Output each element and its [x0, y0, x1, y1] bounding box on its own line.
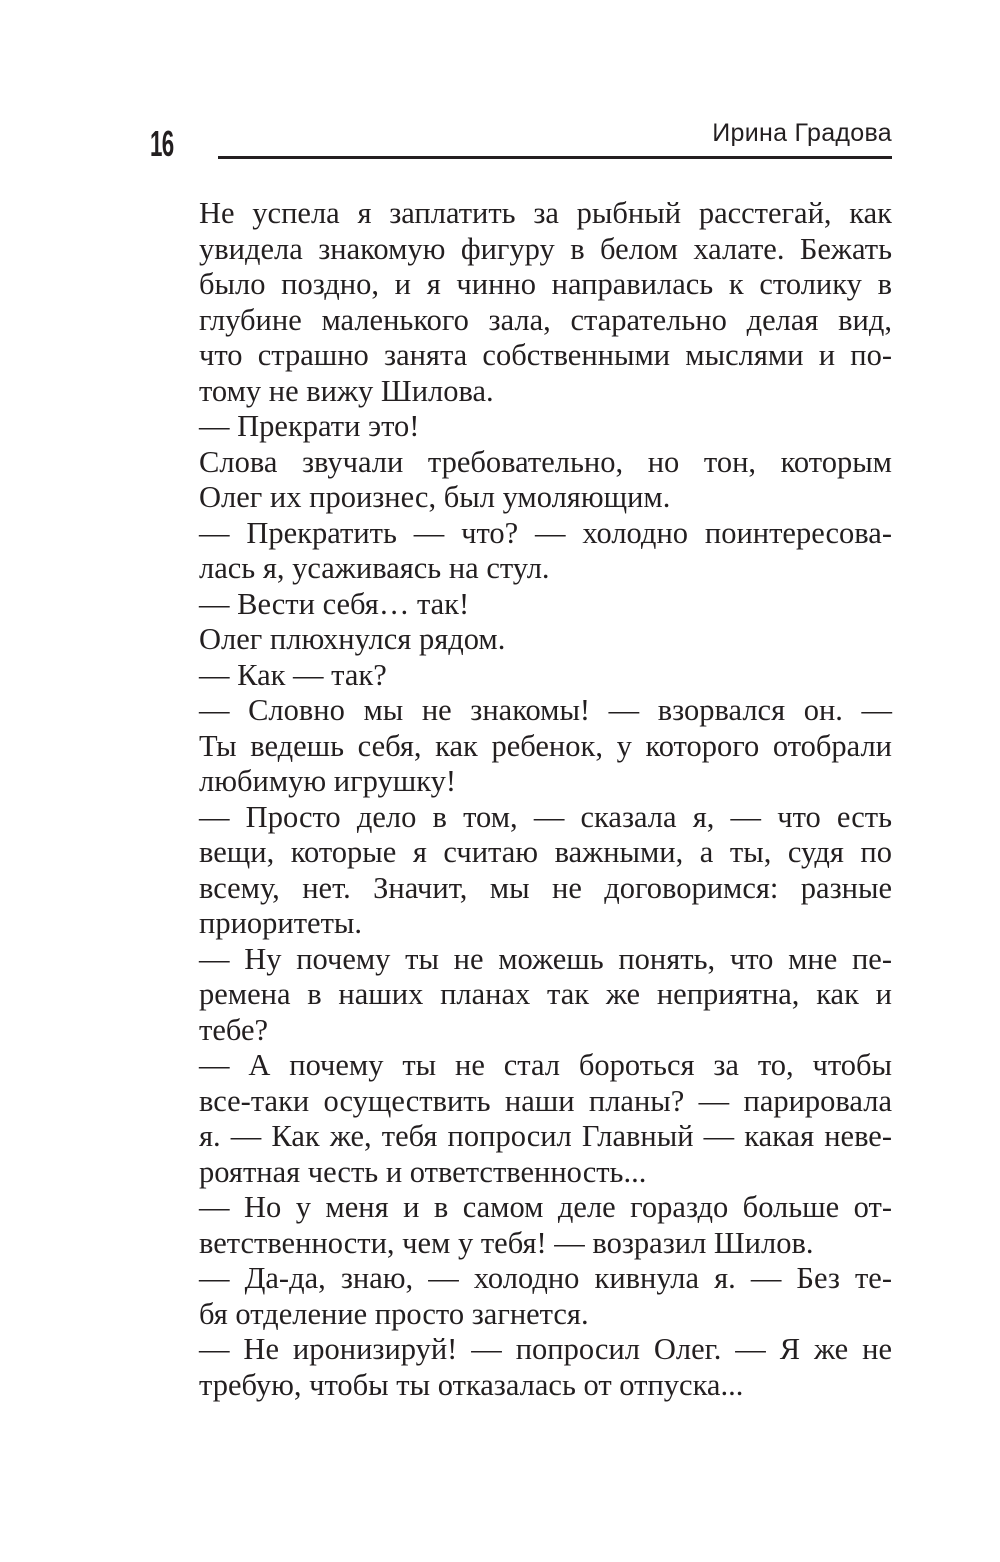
paragraph	[151, 196, 892, 409]
page-number: 16	[150, 123, 174, 164]
text-line: вещи, которые я считаю важными, а ты, судя по	[199, 835, 892, 869]
paragraph	[151, 409, 892, 445]
running-head-author: Ирина Градова	[712, 119, 892, 147]
paragraph	[151, 587, 892, 623]
paragraph	[151, 622, 892, 658]
paragraph	[151, 1332, 892, 1403]
text-line: приоритеты.	[199, 906, 363, 940]
text-line: — Да-да, знаю, — холодно кивнула я. — Без те-	[199, 1261, 892, 1295]
paragraph	[151, 693, 892, 800]
text-line: Не успела я заплатить за рыбный расстегай, как	[199, 196, 892, 230]
paragraph	[151, 658, 892, 694]
text-line: требую, чтобы ты отказалась от отпуска...	[199, 1367, 744, 1402]
text-line: Слова звучали требовательно, но тон, которым	[199, 444, 892, 479]
text-line: — Ну почему ты не можешь понять, что мне пе-	[199, 941, 892, 976]
text-line: — Вести себя… так!	[199, 586, 470, 621]
text-line: — Не иронизируй! — попросил Олег. — Я же не	[199, 1332, 892, 1366]
text-line: я. — Как же, тебя попросил Главный — какая неве-	[199, 1119, 892, 1153]
text-line: — Словно мы не знакомы! — взорвался он. —	[199, 693, 892, 727]
text-line: — А почему ты не стал бороться за то, чтобы	[199, 1048, 892, 1082]
text-line: тебе?	[199, 1012, 269, 1047]
paragraph	[151, 942, 892, 1049]
page-header	[150, 118, 892, 168]
paragraph	[151, 800, 892, 942]
paragraph	[151, 1190, 892, 1261]
text-line: бя отделение просто загнется.	[199, 1296, 589, 1331]
paragraph	[151, 516, 892, 587]
text-line: тому не вижу Шилова.	[199, 373, 494, 408]
text-line: — Прекрати это!	[199, 409, 420, 443]
text-line: ветственности, чем у тебя! — возразил Шилов.	[199, 1225, 814, 1260]
body-text	[151, 196, 892, 1403]
text-line: — Но у меня и в самом деле гораздо больше от-	[199, 1190, 892, 1224]
text-line: Олег плюхнулся рядом.	[199, 622, 506, 656]
text-line: было поздно, и я чинно направилась к столику в	[199, 267, 892, 301]
header-rule	[218, 156, 892, 159]
text-line: — Прекратить — что? — холодно поинтересова-	[199, 515, 892, 550]
text-line: Олег их произнес, был умоляющим.	[199, 480, 671, 514]
text-line: всему, нет. Значит, мы не договоримся: разные	[199, 870, 892, 905]
paragraph	[151, 1261, 892, 1332]
text-line: любимую игрушку!	[199, 764, 457, 798]
text-line: роятная честь и ответственность...	[199, 1154, 647, 1189]
text-line: Ты ведешь себя, как ребенок, у которого отобрали	[199, 728, 892, 763]
text-line: — Просто дело в том, — сказала я, — что есть	[199, 799, 892, 834]
text-line: глубине маленького зала, старательно делая вид,	[199, 302, 892, 337]
text-line: что страшно занята собственными мыслями и по-	[199, 338, 892, 372]
text-line: — Как — так?	[199, 657, 387, 692]
paragraph	[151, 1048, 892, 1190]
text-line: увидела знакомую фигуру в белом халате. Бежать	[199, 231, 892, 266]
paragraph	[151, 445, 892, 516]
text-line: ремена в наших планах так же неприятна, как и	[199, 977, 892, 1011]
text-line: все-таки осуществить наши планы? — парировала	[199, 1083, 892, 1118]
text-line: лась я, усаживаясь на стул.	[199, 551, 550, 585]
